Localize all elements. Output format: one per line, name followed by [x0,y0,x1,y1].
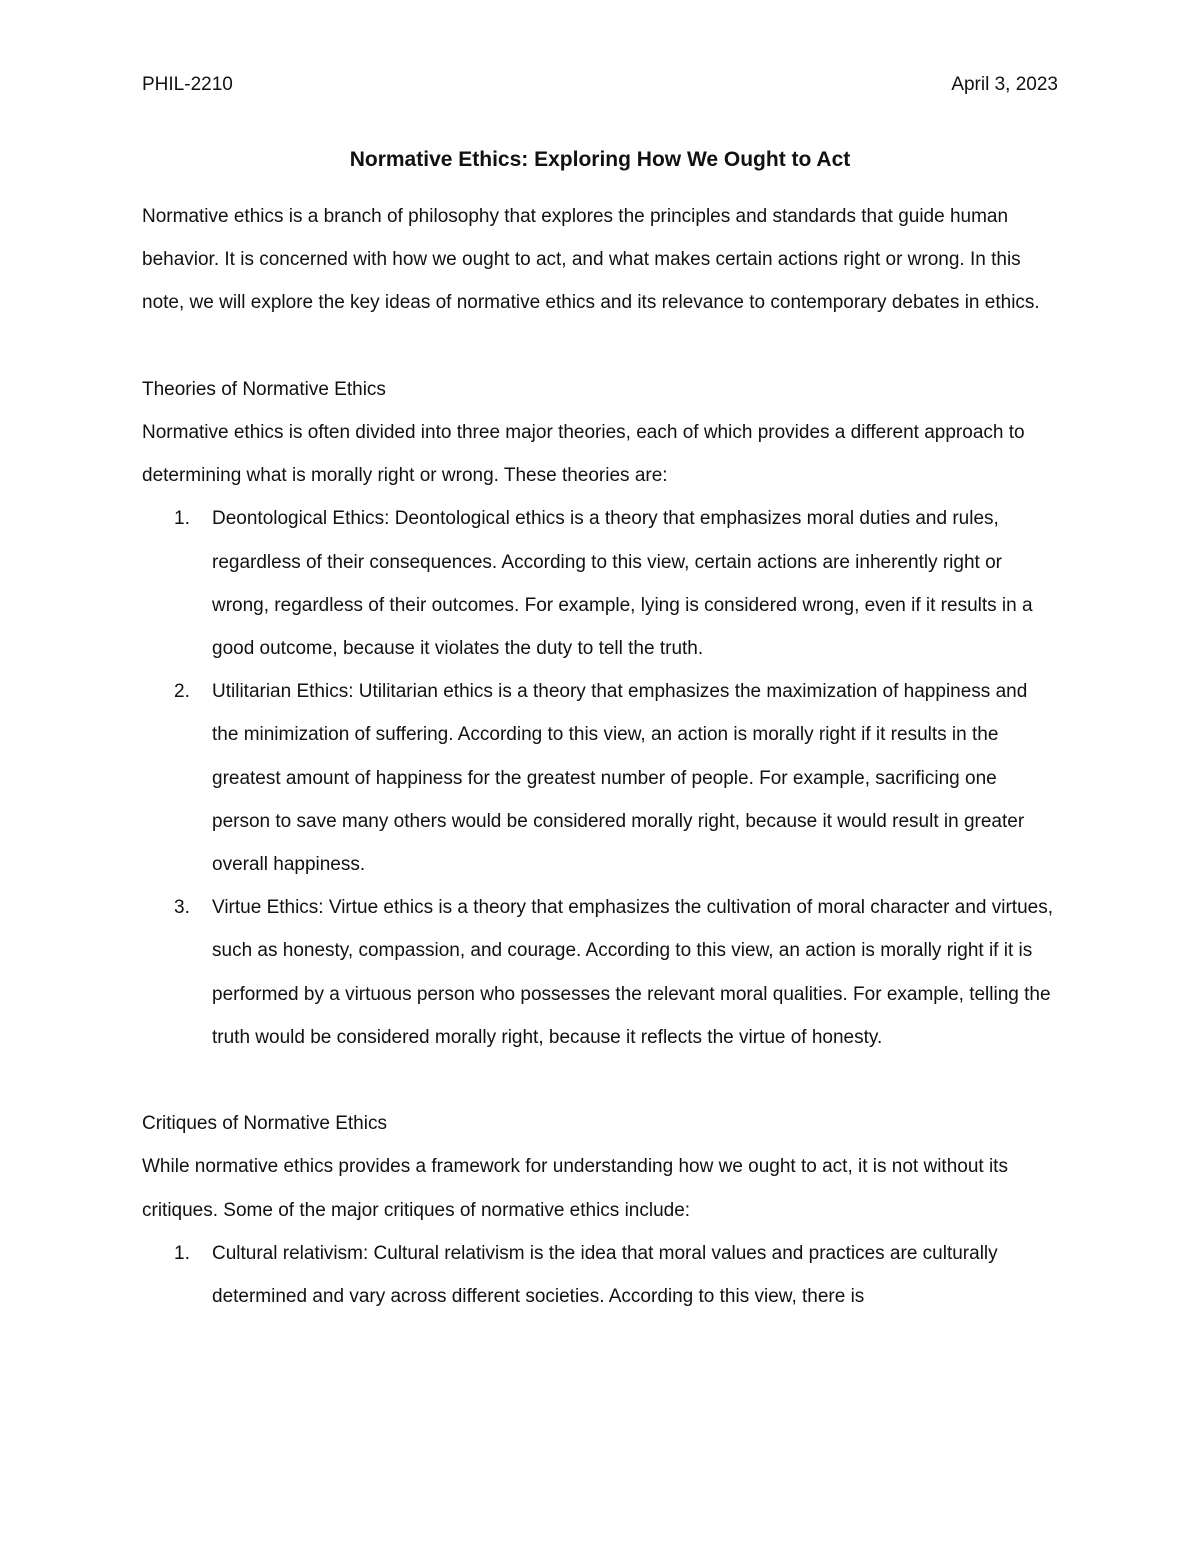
paragraph-spacer [142,325,1058,368]
list-item-number: 2. [174,681,190,703]
section-heading-critiques: Critiques of Normative Ethics [142,1113,387,1135]
paragraph-spacer [142,1059,1058,1102]
list-item [142,497,1058,670]
list-item-number: 3. [174,897,190,919]
list-item [142,886,1058,1059]
intro-paragraph: Normative ethics is a branch of philosophy that explores the principles and standards that guide human behavior. It is concerned with how we ought to act, and what makes certain actions right or wrong. In this note, we will explore the key ideas of normative ethics and its relevance to contemporary debates in ethics. [142,206,1040,314]
header-date: April 3, 2023 [951,74,1058,95]
section-heading-theories: Theories of Normative Ethics [142,378,386,400]
list-item-text: Cultural relativism: Cultural relativism is the idea that moral values and practices are culturally determined and vary across different societies. According to this view, there is [212,1242,998,1308]
document-title: Normative Ethics: Exploring How We Ought to Act [349,148,851,171]
header-course: PHIL-2210 [142,74,233,95]
critiques-list [142,1232,1058,1318]
list-item-number: 1. [174,508,190,530]
list-item-text: Deontological Ethics: Deontological ethics is a theory that emphasizes moral duties and rules, regardless of their consequences. According to this view, certain actions are inherently right or wrong, regardless of their outcomes. For example, lying is considered wrong, even if it results in a good outcome, because it violates the duty to tell the truth. [212,508,1033,660]
list-item [142,1232,1058,1318]
list-item-text: Utilitarian Ethics: Utilitarian ethics is a theory that emphasizes the maximization of happiness and the minimization of suffering. According to this view, an action is morally right if it results in the greatest amount of happiness for the greatest number of people. For example, sacrificing one person to save many others would be considered morally right, because it would result in greater overall happiness. [212,681,1028,876]
list-item-text: Virtue Ethics: Virtue ethics is a theory that emphasizes the cultivation of moral character and virtues, such as honesty, compassion, and courage. According to this view, an action is morally right if it is performed by a virtuous person who possesses the relevant moral qualities. For example, telling the truth would be considered morally right, because it reflects the virtue of honesty. [212,897,1053,1048]
section-lead-theories: Normative ethics is often divided into three major theories, each of which provides a different approach to determining what is morally right or wrong. These theories are: [142,422,1025,487]
list-item-number: 1. [174,1242,190,1264]
theories-list [142,497,1058,1059]
document-body [142,145,1058,1318]
section-lead-critiques: While normative ethics provides a framework for understanding how we ought to act, it is not without its critiques. Some of the major critiques of normative ethics include: [142,1156,1008,1221]
list-item [142,670,1058,886]
